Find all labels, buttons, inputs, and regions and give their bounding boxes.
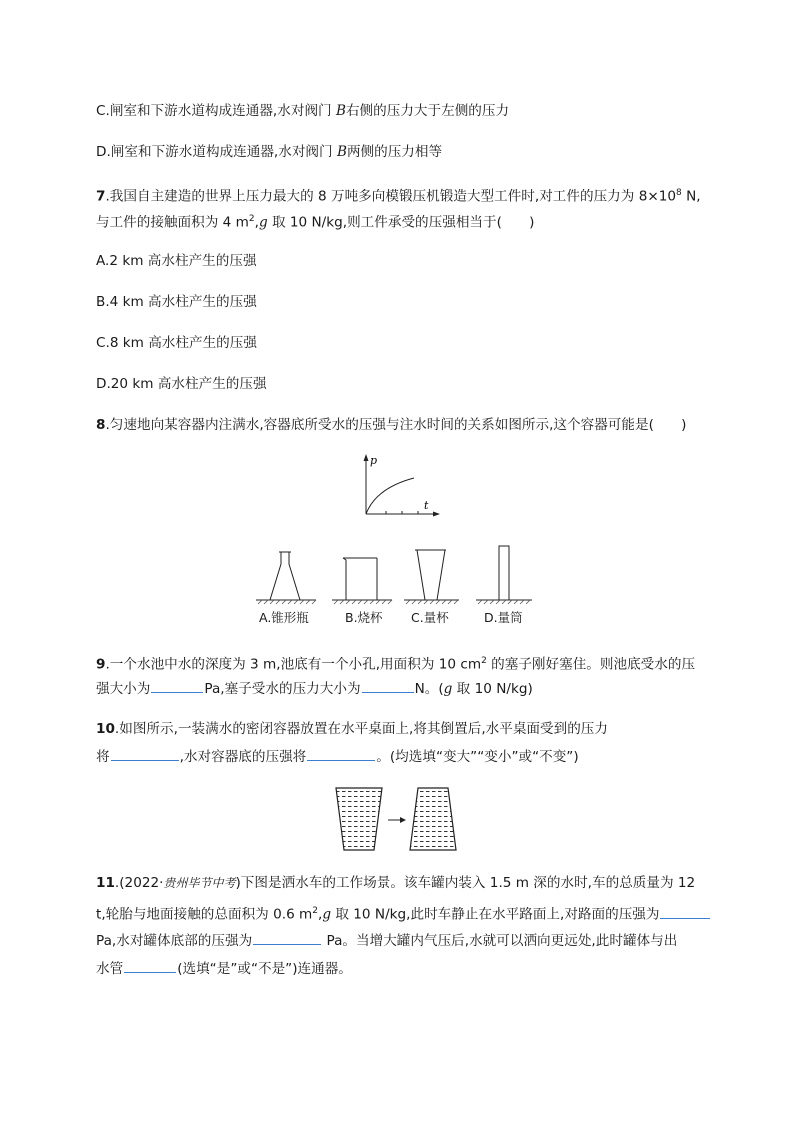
q11-source-open: .(2022· — [114, 875, 164, 891]
q6-option-c-text-end: 右侧的压力大于左侧的压力 — [345, 103, 510, 119]
pressure-curve — [366, 478, 414, 514]
beaker-figure — [343, 558, 377, 600]
superscript: 8 — [676, 188, 682, 198]
q7-text: .我国自主建造的世界上压力最大的 8 万吨多向模锻压机锻造大型工件时,对工件的压力为 8×10 — [105, 188, 677, 205]
q11-text: , — [318, 906, 323, 923]
q11-source-close: ) — [235, 875, 241, 891]
q8-text: .匀速地向某容器内注满水,容器底所受水的压强与注水时间的关系如图所示,这个容器可能是( ) — [105, 417, 687, 433]
graduated-cylinder-figure — [499, 546, 509, 600]
container-inverted — [410, 788, 456, 850]
container-figures — [254, 540, 534, 606]
superscript: 2 — [481, 656, 487, 666]
measuring-cup-figure — [415, 550, 446, 600]
q9-stem-line1 — [96, 652, 695, 674]
q7-text: 取 10 N/kg,则工件承受的压强相当于( ) — [267, 214, 535, 231]
q7-option-b: B.4 km 高水柱产生的压强 — [96, 294, 257, 310]
q9-text: Pa,塞子受水的压力大小为 — [204, 681, 361, 697]
container-upright — [336, 788, 382, 850]
q11-text: Pa,水对罐体底部的压强为 — [96, 933, 253, 949]
q6-option-c-text: C.闸室和下游水道构成连通器,水对阀门 — [96, 103, 336, 119]
answer-blank-pressure[interactable] — [151, 678, 203, 693]
q10-text: ,水对容器底的压强将 — [179, 749, 307, 765]
q9-text: 强大小为 — [96, 681, 151, 697]
q11-stem-line2 — [96, 902, 711, 924]
q11-stem-line3 — [96, 930, 677, 950]
q7-text-end: N, — [681, 188, 701, 205]
q9-stem-line2 — [96, 678, 533, 698]
q6-option-d-text: D.闸室和下游水道构成连通器,水对阀门 — [96, 144, 337, 160]
answer-blank-force[interactable] — [362, 678, 414, 693]
superscript: 2 — [312, 906, 319, 916]
q10-text: .如图所示,一装满水的密闭容器放置在水平桌面上,将其倒置后,水平桌面受到的压力 — [114, 721, 608, 737]
conical-flask-figure — [270, 552, 300, 600]
q11-source: 贵州毕节中考 — [163, 876, 236, 890]
valve-variable: B — [336, 144, 347, 160]
question-number: 7 — [96, 188, 106, 205]
container-label-b: B.烧杯 — [345, 610, 383, 625]
gravity-variable: g — [258, 214, 268, 231]
q11-stem-line4 — [96, 958, 352, 978]
graph-y-label: p — [370, 454, 378, 467]
superscript: 2 — [248, 214, 255, 224]
ground-hatching — [258, 600, 530, 604]
gravity-variable: g — [322, 906, 332, 923]
q11-text: (选填“是”或“不是”)连通器。 — [177, 961, 352, 977]
container-label-c: C.量杯 — [411, 610, 449, 625]
q7-stem-line2 — [96, 210, 534, 232]
inverted-container-figure — [330, 784, 465, 856]
pressure-time-graph — [352, 452, 442, 522]
q8-stem — [96, 416, 686, 434]
question-number: 8 — [96, 417, 106, 433]
q11-text: t,轮胎与地面接触的总面积为 0.6 m — [96, 906, 313, 923]
question-number: 9 — [96, 656, 106, 673]
q11-text: Pa。当增大罐内气压后,水就可以洒向更远处,此时罐体与出 — [322, 933, 678, 949]
q9-text: 取 10 N/kg) — [452, 681, 533, 697]
gravity-variable: g — [443, 681, 453, 697]
q10-text: 。(均选填“变大”“变小”或“不变”) — [376, 749, 579, 765]
q10-stem-line2 — [96, 746, 579, 766]
valve-variable: B — [335, 103, 346, 119]
q7-text: , — [254, 214, 259, 231]
question-number: 10 — [96, 721, 115, 737]
q11-text: 取 10 N/kg,此时车静止在水平路面上,对路面的压强为 — [331, 906, 660, 923]
q10-stem-line1 — [96, 720, 608, 738]
q9-text: N。( — [414, 681, 444, 697]
answer-blank-bottom-pressure[interactable] — [307, 746, 375, 761]
q7-option-a: A.2 km 高水柱产生的压强 — [96, 253, 257, 269]
q7-text: 与工件的接触面积为 4 m — [96, 214, 249, 231]
container-label-d: D.量筒 — [484, 610, 523, 625]
q10-text: 将 — [96, 749, 110, 765]
q7-option-c: C.8 km 高水柱产生的压强 — [96, 335, 257, 351]
q9-text: .一个水池中水的深度为 3 m,池底有一个小孔,用面积为 10 cm — [105, 656, 482, 673]
q7-stem-line1 — [96, 184, 701, 206]
q11-text: 水管 — [96, 961, 124, 977]
q9-text: 的塞子刚好塞住。则池底受水的压 — [486, 656, 696, 673]
answer-blank-connected-vessel[interactable] — [124, 958, 176, 973]
question-number: 11 — [96, 875, 115, 891]
q11-stem-line1 — [96, 874, 695, 892]
answer-blank-table-force[interactable] — [111, 746, 179, 761]
answer-blank-tank-pressure[interactable] — [253, 930, 321, 945]
graph-x-label: t — [424, 499, 429, 512]
container-label-a: A.锥形瓶 — [259, 610, 309, 625]
q6-option-d — [96, 143, 442, 161]
q7-option-d: D.20 km 高水柱产生的压强 — [96, 376, 267, 392]
q6-option-c — [96, 102, 509, 120]
answer-blank-road-pressure[interactable] — [660, 904, 710, 919]
q6-option-d-text-end: 两侧的压力相等 — [346, 144, 443, 160]
q11-text: 下图是洒水车的工作场景。该车罐内装入 1.5 m 深的水时,车的总质量为 12 — [240, 875, 696, 891]
